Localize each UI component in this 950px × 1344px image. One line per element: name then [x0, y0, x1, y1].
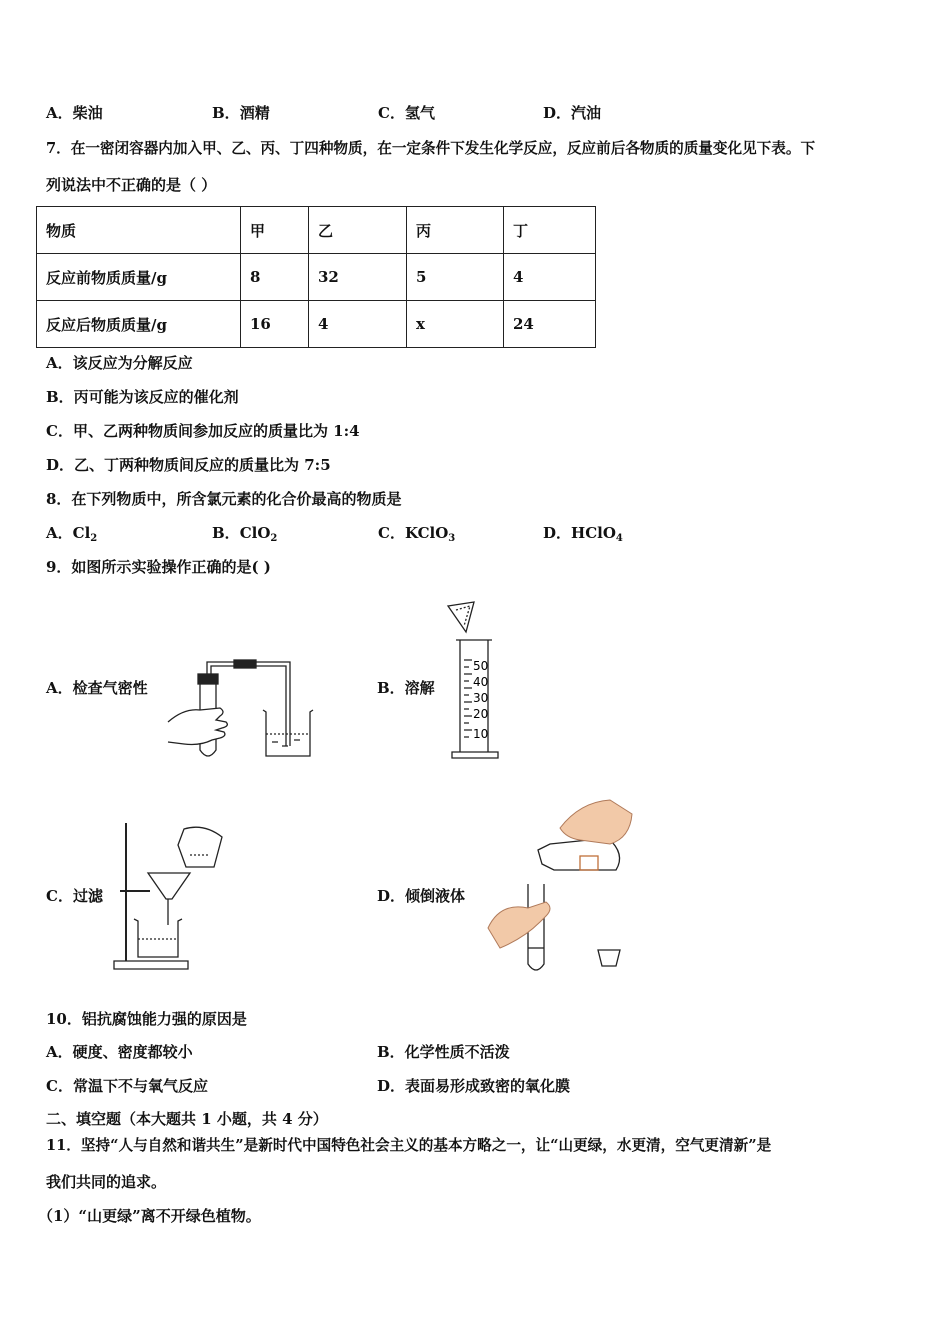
cylinder-scale-10: 10 — [473, 727, 489, 741]
table-cell: 反应前物质质量/g — [37, 254, 241, 301]
q6-option-c: C．氢气 — [378, 104, 435, 122]
table-cell: 5 — [407, 254, 504, 301]
table-cell: 甲 — [241, 207, 309, 254]
cylinder-scale-50: 50 — [473, 659, 489, 673]
q8-option-c: C．KClO$_3$ — [378, 524, 456, 544]
section2-heading: 二、填空题（本大题共 1 小题，共 4 分） — [46, 1110, 328, 1128]
q7-stem-line2: 列说法中不正确的是（ ） — [46, 176, 217, 194]
table-cell: 丁 — [504, 207, 596, 254]
q9-option-c-label: C．过滤 — [46, 887, 103, 905]
mass-change-table — [36, 206, 596, 348]
table-cell: 丙 — [407, 207, 504, 254]
dissolving-cylinder-illustration — [440, 600, 510, 765]
pouring-liquid-illustration — [480, 798, 640, 978]
airtightness-check-illustration — [160, 650, 320, 765]
cylinder-scale-40: 40 — [473, 675, 489, 689]
q9-stem: 9．如图所示实验操作正确的是( ) — [46, 558, 271, 576]
q7-option-c: C．甲、乙两种物质间参加反应的质量比为 1:4 — [46, 422, 360, 440]
q8-stem: 8．在下列物质中，所含氯元素的化合价最高的物质是 — [46, 490, 402, 508]
q11-stem-line1: 11．坚持“人与自然和谐共生”是新时代中国特色社会主义的基本方略之一，让“山更绿，水更清，空气更清新”是 — [46, 1137, 772, 1154]
filtration-illustration — [110, 815, 235, 975]
q9-option-b-label: B．溶解 — [377, 679, 435, 697]
cylinder-scale-30: 30 — [473, 691, 489, 705]
table-cell: 24 — [504, 301, 596, 348]
q9-option-d-label: D．倾倒液体 — [377, 887, 466, 905]
table-row — [37, 254, 596, 301]
cylinder-scale-20: 20 — [473, 707, 489, 721]
q7-option-a: A．该反应为分解反应 — [46, 354, 193, 372]
table-cell: 32 — [309, 254, 407, 301]
table-cell: 反应后物质质量/g — [37, 301, 241, 348]
q11-sub1: （1）“山更绿”离不开绿色植物。 — [38, 1207, 261, 1225]
q6-option-b: B．酒精 — [212, 104, 270, 122]
q10-stem: 10．铝抗腐蚀能力强的原因是 — [46, 1010, 247, 1028]
table-row — [37, 301, 596, 348]
q8-option-b: B．ClO$_2$ — [212, 524, 278, 544]
table-cell: 物质 — [37, 207, 241, 254]
table-cell: 4 — [309, 301, 407, 348]
table-cell: x — [407, 301, 504, 348]
q8-option-a: A．$Cl_2$ — [46, 524, 98, 544]
q8-option-d: D．HClO$_4$ — [543, 524, 623, 544]
table-cell: 16 — [241, 301, 309, 348]
q10-option-d: D．表面易形成致密的氧化膜 — [377, 1077, 571, 1095]
q6-option-a: A．柴油 — [46, 104, 103, 122]
q10-option-c: C．常温下不与氧气反应 — [46, 1077, 208, 1095]
q10-option-a: A．硬度、密度都较小 — [46, 1043, 193, 1061]
q7-option-d: D．乙、丁两种物质间反应的质量比为 7:5 — [46, 456, 331, 474]
table-header-row — [37, 207, 596, 254]
q10-option-b: B．化学性质不活泼 — [377, 1043, 510, 1061]
q11-stem-line2: 我们共同的追求。 — [46, 1173, 167, 1191]
table-cell: 乙 — [309, 207, 407, 254]
q9-option-a-label: A．检查气密性 — [46, 679, 148, 697]
table-cell: 4 — [504, 254, 596, 301]
q6-option-d: D．汽油 — [543, 104, 602, 122]
q7-stem-line1: 7．在一密闭容器内加入甲、乙、丙、丁四种物质，在一定条件下发生化学反应，反应前后各物质的质量变化见下表。下 — [46, 140, 816, 157]
table-cell: 8 — [241, 254, 309, 301]
q7-option-b: B．丙可能为该反应的催化剂 — [46, 388, 239, 406]
